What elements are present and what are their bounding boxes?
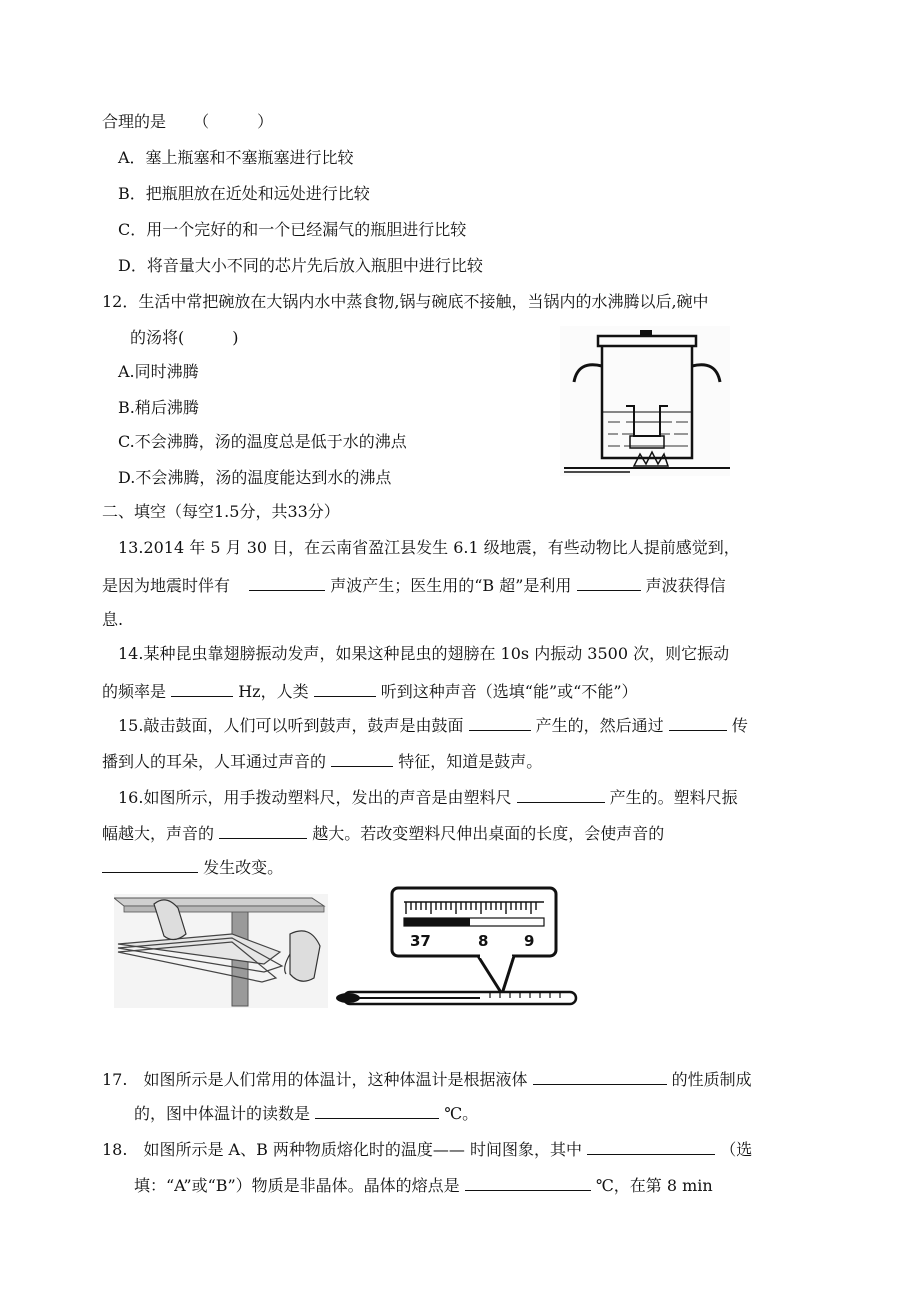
mercury-column	[404, 918, 470, 926]
q13-line3: 息.	[102, 610, 124, 629]
q16-line1: 16.如图所示，用手拨动塑料尺，发出的声音是由塑料尺 产生的。塑料尺振	[118, 788, 738, 807]
q17-line2: 的，图中体温计的读数是 ℃。	[134, 1104, 479, 1123]
q15-blank-1[interactable]	[469, 714, 531, 731]
q11-option-d: D．将音量大小不同的芯片先后放入瓶胆中进行比较	[118, 256, 483, 275]
q12-option-b: B.稍后沸腾	[118, 398, 199, 417]
q16-line3: 发生改变。	[102, 856, 283, 878]
q17-blank-1[interactable]	[533, 1068, 667, 1085]
scale-label-9: 9	[524, 932, 535, 950]
q14-blank-1[interactable]	[171, 680, 233, 697]
steaming-pot-figure	[560, 326, 730, 476]
q18-blank-2[interactable]	[465, 1174, 591, 1191]
q12-option-a: A.同时沸腾	[118, 362, 199, 381]
q11-stem-tail	[102, 112, 273, 132]
section-2-title: 二、填空（每空1.5分，共33分）	[102, 502, 340, 521]
q11-stem-text: 合理的是	[102, 112, 167, 131]
table-edge	[124, 906, 324, 912]
q12-option-d: D.不会沸腾，汤的温度能达到水的沸点	[118, 468, 392, 487]
q11-answer-paren: （ ）	[193, 112, 274, 131]
q16-blank-3[interactable]	[102, 856, 198, 873]
ruler-plucking-figure	[114, 894, 328, 1008]
q11-option-c: C．用一个完好的和一个已经漏气的瓶胆进行比较	[118, 220, 467, 239]
q18-line1: 18. 如图所示是 A、B 两种物质熔化时的温度—— 时间图象，其中 （选	[102, 1140, 753, 1159]
q17-blank-2[interactable]	[315, 1102, 439, 1119]
q12-stem-line2: 的汤将( )	[130, 328, 239, 347]
q18-line2: 填：“A”或“B”）物质是非晶体。晶体的熔点是 ℃，在第 8 min	[134, 1176, 713, 1195]
q13-blank-1[interactable]	[249, 574, 325, 591]
table-top	[114, 898, 324, 906]
q15-line1: 15.敲击鼓面，人们可以听到鼓声，鼓声是由鼓面 产生的，然后通过 传	[118, 716, 748, 735]
q15-blank-2[interactable]	[669, 714, 727, 731]
q12-option-c: C.不会沸腾，汤的温度总是低于水的沸点	[118, 432, 407, 451]
q18-blank-1[interactable]	[587, 1138, 715, 1155]
q16-blank-2[interactable]	[219, 822, 307, 839]
q16-line2: 幅越大，声音的 越大。若改变塑料尺伸出桌面的长度，会使声音的	[102, 824, 665, 843]
q15-blank-3[interactable]	[331, 750, 393, 767]
q17-line1: 17. 如图所示是人们常用的体温计，这种体温计是根据液体 的性质制成	[102, 1070, 752, 1089]
scale-label-37: 37	[410, 932, 431, 950]
q13-blank-2[interactable]	[577, 574, 641, 591]
q13-line2: 是因为地震时伴有 声波产生；医生用的“B 超”是利用 声波获得信	[102, 576, 726, 595]
q13-line1: 13.2014 年 5 月 30 日，在云南省盈江县发生 6.1 级地震，有些动物比人提前感觉到，	[118, 538, 740, 557]
q14-blank-2[interactable]	[314, 680, 376, 697]
q11-option-b: B．把瓶胆放在近处和远处进行比较	[118, 184, 370, 203]
q11-option-a: A．塞上瓶塞和不塞瓶塞进行比较	[118, 148, 354, 167]
q15-line2: 播到人的耳朵，人耳通过声音的 特征，知道是鼓声。	[102, 752, 543, 771]
q14-line1: 14.某种昆虫靠翅膀振动发声，如果这种昆虫的翅膀在 10s 内振动 3500 次，则它振动	[118, 644, 730, 663]
q14-line2: 的频率是 Hz，人类 听到这种声音（选填“能”或“不能”）	[102, 682, 638, 701]
scale-label-8: 8	[478, 932, 489, 950]
clinical-thermometer-figure	[330, 884, 580, 1008]
q16-blank-1[interactable]	[517, 786, 605, 803]
q12-stem-line1: 12．生活中常把碗放在大锅内水中蒸食物,锅与碗底不接触，当锅内的水沸腾以后,碗中	[102, 292, 709, 311]
